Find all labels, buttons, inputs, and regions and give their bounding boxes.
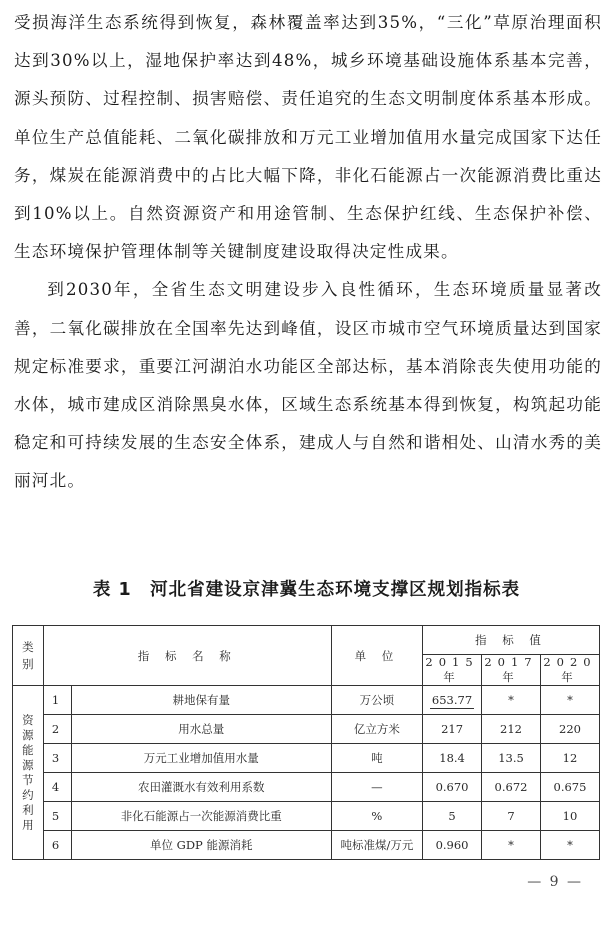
value-2017: *: [482, 686, 541, 715]
value-2020: 12: [540, 744, 599, 773]
indicator-unit: %: [331, 802, 422, 831]
table-row: [13, 773, 600, 802]
indicator-name: 非化石能源占一次能源消费比重: [71, 802, 331, 831]
table-title: 表 1 河北省建设京津冀生态环境支撑区规划指标表: [92, 580, 521, 600]
indicator-name: 耕地保有量: [71, 686, 331, 715]
row-number: 3: [43, 744, 71, 773]
row-number: 4: [43, 773, 71, 802]
category-cell: 资源能源节约利用: [13, 686, 44, 860]
indicator-unit: —: [331, 773, 422, 802]
table-row: [13, 831, 600, 860]
value-2017: 13.5: [482, 744, 541, 773]
indicator-name: 单位 GDP 能源消耗: [71, 831, 331, 860]
row-number: 2: [43, 715, 71, 744]
value-2015: 217: [423, 715, 482, 744]
category-header: 类别: [13, 626, 44, 686]
indicator-unit: 吨: [331, 744, 422, 773]
year-header: 2017 年: [482, 655, 541, 686]
value-2017: 7: [482, 802, 541, 831]
value-2017: 212: [482, 715, 541, 744]
value-2020: 10: [540, 802, 599, 831]
table-header-row: [13, 626, 600, 655]
indicator-name: 用水总量: [71, 715, 331, 744]
row-number: 5: [43, 802, 71, 831]
value-2020: *: [540, 686, 599, 715]
body-text: [14, 4, 602, 501]
name-header: 指 标 名 称: [43, 626, 331, 686]
value-2017: *: [482, 831, 541, 860]
value-2015: 653.77: [423, 686, 482, 715]
value-2017: 0.672: [482, 773, 541, 802]
row-number: 1: [43, 686, 71, 715]
unit-header: 单 位: [331, 626, 422, 686]
indicator-unit: 吨标准煤/万元: [331, 831, 422, 860]
indicator-table: [12, 625, 600, 860]
value-2020: *: [540, 831, 599, 860]
table-row: [13, 802, 600, 831]
value-2020: 220: [540, 715, 599, 744]
indicator-unit: 万公顷: [331, 686, 422, 715]
year-header: 2020 年: [540, 655, 599, 686]
paragraph: 到2030年，全省生态文明建设步入良性循环，生态环境质量显著改善，二氧化碳排放在全国率先达到峰值，设区市城市空气环境质量达到国家规定标准要求，重要江河湖泊水功能区全部达标，基本消除丧失使用功能的水体，城市建成区消除黑臭水体，区域生态系统基本得到恢复，构筑起功能稳定和可持续发展的生态安全体系，建成人与自然和谐相处、山清水秀的美丽河北。: [14, 280, 602, 491]
value-2015: 18.4: [423, 744, 482, 773]
value-2020: 0.675: [540, 773, 599, 802]
value-2015: 5: [423, 802, 482, 831]
table-row: [13, 715, 600, 744]
indicator-unit: 亿立方米: [331, 715, 422, 744]
indicator-name: 万元工业增加值用水量: [71, 744, 331, 773]
table-row: [13, 744, 600, 773]
value-2015: 0.960: [423, 831, 482, 860]
row-number: 6: [43, 831, 71, 860]
page-number: — 9 —: [527, 874, 583, 890]
year-header: 2015 年: [423, 655, 482, 686]
paragraph: 受损海洋生态系统得到恢复，森林覆盖率达到35%，“三化”草原治理面积达到30%以上，湿地保护率达到48%，城乡环境基础设施体系基本完善，源头预防、过程控制、损害赔偿、责任追究的生态文明制度体系基本形成。单位生产总值能耗、二氧化碳排放和万元工业增加值用水量完成国家下达任务，煤炭在能源消费中的占比大幅下降，非化石能源占一次能源消费比重达到10%以上。自然资源资产和用途管制、生态保护红线、生态保护补偿、生态环境保护管理体制等关键制度建设取得决定性成果。: [14, 13, 602, 262]
indicator-name: 农田灌溉水有效利用系数: [71, 773, 331, 802]
value-header: 指 标 值: [423, 626, 600, 655]
value-2015: 0.670: [423, 773, 482, 802]
table-row: [13, 686, 600, 715]
